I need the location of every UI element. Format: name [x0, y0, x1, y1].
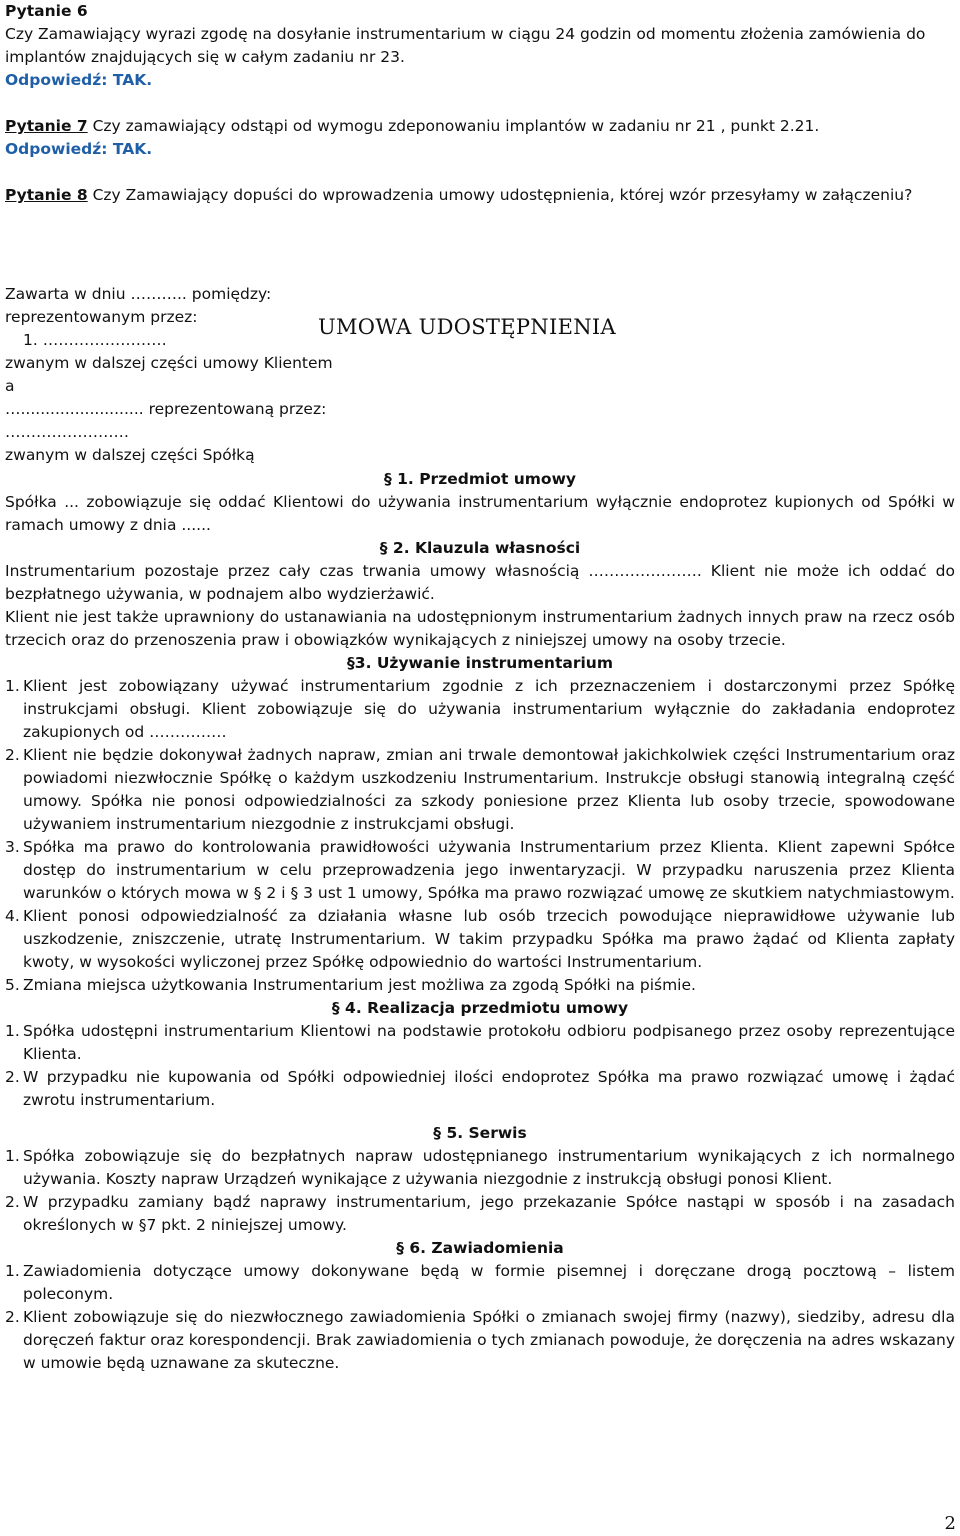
section-title: § 1. Przedmiot umowy: [383, 470, 577, 488]
q6-answer: Odpowiedź: TAK.: [5, 71, 153, 89]
list-item: [5, 836, 955, 905]
intro-line: a: [5, 377, 15, 395]
section-paragraph: Instrumentarium pozostaje przez cały czas trwania umowy własnością …………………. Klient nie może ich oddać do bezpłatnego używania, w podnajem albo wydzierżawić.: [5, 562, 955, 603]
section-title: § 4. Realizacja przedmiotu umowy: [331, 999, 629, 1017]
contract-title: UMOWA UDOSTĘPNIENIA: [318, 315, 616, 339]
item-number: 1.: [5, 677, 20, 695]
q7-answer: Odpowiedź: TAK.: [5, 140, 153, 158]
list-item: [5, 974, 955, 997]
item-number: 2.: [5, 1068, 20, 1086]
item-text: Klient ponosi odpowiedzialność za działania własne lub osób trzecich powodujące nieprawidłowe używanie lub uszkodzenie, zniszczenie, utratę Instrumentarium. W takim przypadku Spółka ma prawo żądać od Klienta zapłaty kwoty, w wysokości wyliczonej przez Spółkę odpowiednio do wartości Instrumentarium.: [23, 907, 955, 971]
item-text: Zmiana miejsca użytkowania Instrumentarium jest możliwa za zgodą Spółki na piśmie.: [23, 976, 696, 994]
item-number: 2.: [5, 746, 20, 764]
section-title: § 6. Zawiadomienia: [396, 1239, 564, 1257]
q7-block: [5, 115, 955, 138]
item-number: 4.: [5, 907, 20, 925]
intro-line: reprezentowanym przez:: [5, 308, 198, 326]
section-list: [5, 1020, 955, 1112]
section-list: [5, 1260, 955, 1375]
intro-line: Zawarta w dniu ……….. pomiędzy:: [5, 285, 272, 303]
item-number: 5.: [5, 976, 20, 994]
item-text: Spółka ma prawo do kontrolowania prawidłowości używania Instrumentarium przez Klienta. Klient zapewni Spółce dostęp do instrumentarium w celu przeprowadzenia jego inwentaryzacji. W przypadku naruszenia przez Klienta warunków o których mowa w § 2 i § 3 ust 1 umowy, Spółka ma prawo rozwiązać umowę ze skutkiem natychmiastowym.: [23, 838, 955, 902]
intro-line: ……………………: [5, 423, 129, 441]
item-number: 1.: [5, 1022, 20, 1040]
item-text: Klient nie będzie dokonywał żadnych napraw, zmian ani trwale demontował jakichkolwiek części Instrumentarium oraz powiadomi niezwłocznie Spółkę o każdym uszkodzeniu Instrumentarium. Instrukcje obsługi stanowią integralną część umowy. Spółka nie ponosi odpowiedzialności za szkody poniesione przez Klienta lub osoby trzecie, spowodowane używaniem instrumentarium niezgodnie z instrukcjami obsługi.: [23, 746, 955, 833]
section-list: [5, 1145, 955, 1237]
section-title: § 5. Serwis: [433, 1124, 527, 1142]
item-number: 3.: [5, 838, 20, 856]
q7-text: Czy zamawiający odstąpi od wymogu zdeponowaniu implantów w zadaniu nr 21 , punkt 2.21.: [87, 117, 820, 135]
item-number: 2.: [5, 1193, 20, 1211]
list-item: [5, 1066, 955, 1112]
list-item: [5, 905, 955, 974]
section-title: § 2. Klauzula własności: [379, 539, 581, 557]
intro-line: zwanym w dalszej części umowy Klientem: [5, 354, 333, 372]
page-number: 2: [944, 1513, 956, 1534]
q6-heading: [5, 0, 955, 23]
section-title: §3. Używanie instrumentarium: [347, 654, 613, 672]
item-text: Spółka udostępni instrumentarium Klientowi na podstawie protokołu odbioru podpisanego przez osoby reprezentujące Klienta.: [23, 1022, 955, 1063]
item-text: Klient zobowiązuje się do niezwłocznego zawiadomienia Spółki o zmianach swojej firmy (nazwy), siedziby, adresu dla doręczeń faktur oraz korespondencji. Brak zawiadomienia o tych zmianach powoduje, że doręczenia na adres wskazany w umowie będą uznawane za skuteczne.: [23, 1308, 955, 1372]
list-item: [5, 1191, 955, 1237]
list-item: [5, 1020, 955, 1066]
q7-label: Pytanie 7: [5, 117, 88, 135]
intro-line: 1. ……………………: [23, 331, 167, 349]
intro-line: zwanym w dalszej części Spółką: [5, 446, 255, 464]
item-text: W przypadku zamiany bądź naprawy instrumentarium, jego przekazanie Spółce nastąpi w sposób i na zasadach określonych w §7 pkt. 2 niniejszej umowy.: [23, 1193, 955, 1234]
q8-text: Czy Zamawiający dopuści do wprowadzenia umowy udostępnienia, której wzór przesyłamy w załączeniu?: [87, 186, 913, 204]
item-text: W przypadku nie kupowania od Spółki odpowiedniej ilości endoprotez Spółka ma prawo rozwiązać umowę i żądać zwrotu instrumentarium.: [23, 1068, 955, 1109]
item-text: Klient jest zobowiązany używać instrumentarium zgodnie z ich przeznaczeniem i dostarczonymi przez Spółkę instrukcjami obsługi. Klient zobowiązuje się do używania instrumentarium wyłącznie do zakładania endoprotez zakupionych od ……………: [23, 677, 955, 741]
list-item: [5, 675, 955, 744]
contract-intro: [5, 283, 955, 467]
document-page: [5, 0, 955, 1375]
list-item: [5, 744, 955, 836]
list-item: [5, 1306, 955, 1375]
section-list: [5, 675, 955, 997]
section-paragraph: Klient nie jest także uprawniony do ustanawiania na udostępnionym instrumentarium żadnych innych praw na rzecz osób trzecich oraz do przenoszenia praw i obowiązków wynikających z niniejszej umowy na osoby trzecie.: [5, 608, 955, 649]
item-text: Spółka zobowiązuje się do bezpłatnych napraw udostępnianego instrumentarium wynikających z ich normalnego używania. Koszty napraw Urządzeń wynikające z używania niezgodnie z instrukcją obsługi ponosi Klient.: [23, 1147, 955, 1188]
section-paragraph: Spółka ... zobowiązuje się oddać Klientowi do używania instrumentarium wyłącznie endoprotez kupionych od Spółki w ramach umowy z dnia ......: [5, 493, 955, 534]
item-number: 1.: [5, 1262, 20, 1280]
q8-block: [5, 184, 955, 207]
list-item: [5, 1260, 955, 1306]
item-number: 2.: [5, 1308, 20, 1326]
q6-text: Czy Zamawiający wyrazi zgodę na dosyłanie instrumentarium w ciągu 24 godzin od momentu złożenia zamówienia do implantów znajdujących się w całym zadaniu nr 23.: [5, 25, 926, 66]
item-number: 1.: [5, 1147, 20, 1165]
q6-label: Pytanie 6: [5, 2, 88, 20]
intro-line: …......................... reprezentowaną przez:: [5, 400, 327, 418]
list-item: [5, 1145, 955, 1191]
item-text: Zawiadomienia dotyczące umowy dokonywane będą w formie pisemnej i doręczane drogą pocztową – listem poleconym.: [23, 1262, 955, 1303]
q8-label: Pytanie 8: [5, 186, 88, 204]
